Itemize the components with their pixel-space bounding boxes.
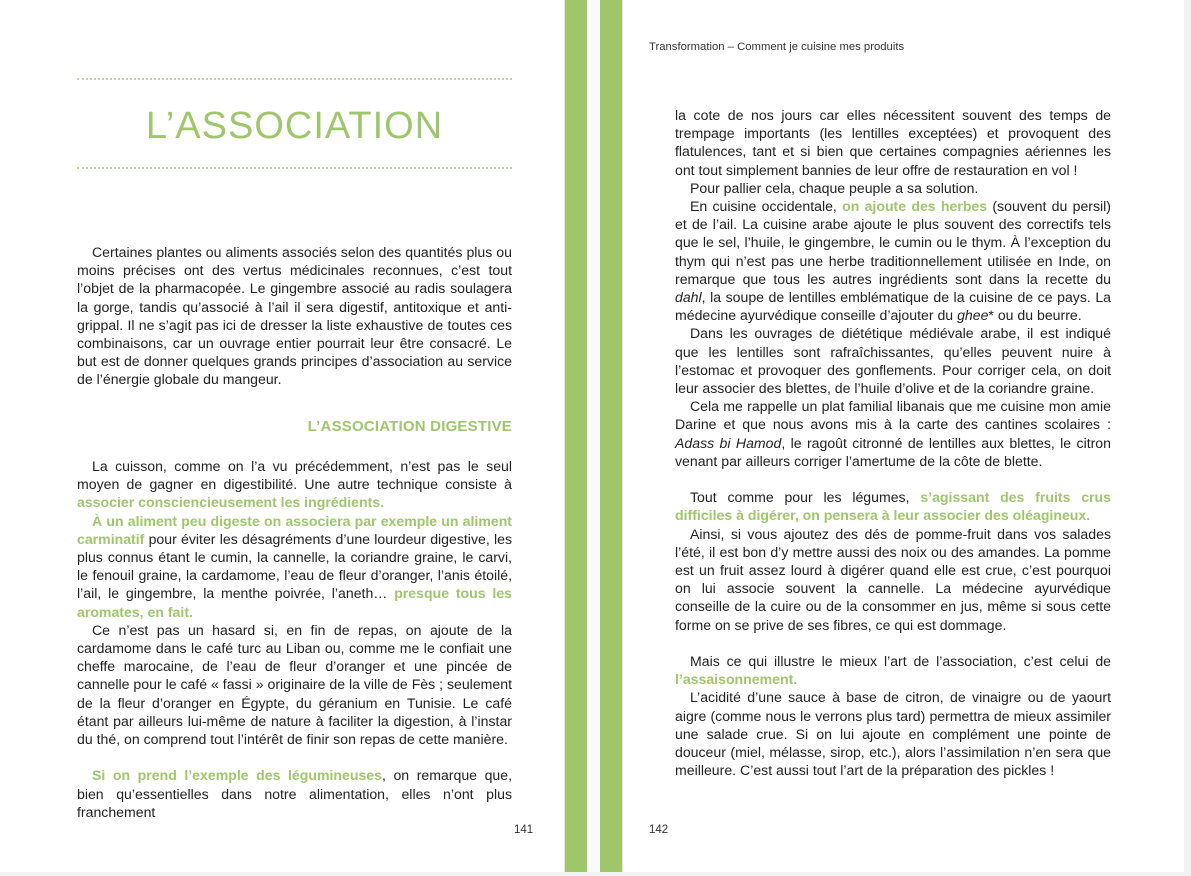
gutter-band-right	[600, 0, 622, 872]
running-head: Transformation – Comment je cuisine mes produits	[649, 41, 905, 53]
right-page	[622, 0, 1184, 872]
highlight-text: À un aliment peu digeste on associera par exemple un aliment carminatif	[77, 512, 512, 547]
text-run: Cela me rappelle un plat familial libanais que me cuisine mon amie Darine et que nous avons mis à la carte des cantines scolaires :	[675, 398, 1111, 433]
text-run: La cuisson, comme on l’a vu précédemment, n’est pas le seul moyen de gagner en digestibilité. Une autre technique consiste à	[77, 458, 512, 493]
italic-text: dahl	[675, 289, 702, 306]
intro-paragraph: Certaines plantes ou aliments associés selon des quantités plus ou moins précises ont des vertus médicinales reconnues, c’est tout l’objet de la pharmacopée. Le gingembre associé au radis soulagera la gorge, tandis qu’associé à l’ail il sera digestif, antitoxique et anti-grippal. Il ne s’agit pas ici de dresser la liste exhaustive de toutes ces combinaisons, car un ouvrage entier pourrait leur être consacré. Le but est de donner quelques grands principes d’association au service de l’énergie globale du mangeur.	[77, 244, 512, 388]
paragraph-cafe: Ce n’est pas un hasard si, en fin de repas, on ajoute de la cardamome dans le café turc au Liban ou, comme me le confiait une cheffe marocaine, de l’eau de fleur d’oranger et une pincée de cannelle pour le café « fassi » originaire de la ville de Fès ; seulement de la fleur d’oranger en Égypte, du géranium en Tunisie. Le café étant par ailleurs lui-même de nature à faciliter la digestion, à l’instar du thé, on comprend tout l’intérêt de finir son repas de cette manière.	[77, 621, 512, 748]
highlight-text: associer consciencieusement les ingrédients.	[77, 494, 385, 511]
paragraph-solution: Pour pallier cela, chaque peuple a sa solution.	[690, 179, 979, 196]
text-run: Tout comme pour les légumes,	[690, 489, 921, 506]
page-number-left: 141	[514, 824, 534, 836]
paragraph-acidite: L’acidité d’une sauce à base de citron, de vinaigre ou de yaourt aigre (comme nous le verrons plus tard) permettra de mieux assimiler une salade crue. Si on lui ajoute en complément une pointe de douceur (miel, mélasse, sirop, etc.), alors l’assimilation n’en sera que meilleure. C’est aussi tout l’art de la préparation des pickles !	[675, 689, 1111, 779]
text-run: , la soupe de lentilles emblématique de la cuisine de ce pays. La médecine ayurvédique conseille d’ajouter du	[675, 289, 1111, 324]
title-bottom-dotted-rule	[77, 167, 512, 169]
paragraph-continuation: la cote de nos jours car elles nécessitent souvent des temps de trempage importants (les lentilles exceptées) et provoquent des flatulences, tant et si bien que certaines compagnies aériennes les ont tout simplement bannies de leur offre de restauration en vol !	[675, 107, 1111, 178]
paragraph-fruits-crus	[675, 488, 1111, 524]
highlight-text: on ajoute des herbes	[842, 198, 988, 215]
intro-text	[77, 243, 512, 389]
paragraph-pomme: Ainsi, si vous ajoutez des dés de pomme-fruit dans vos salades l’été, il est bon d’y mettre aussi des noix ou des amandes. La pomme est un fruit assez lourd à digérer quand elle est crue, c’est pourquoi on lui associe souvent la cannelle. La médecine ayurvédique conseille de la cuire ou de la consommer en jus, même si sous cette forme on se prive de ses fibres, ce qui est dommage.	[675, 525, 1111, 633]
page-number-right: 142	[649, 824, 669, 836]
gutter-band-left	[565, 0, 587, 872]
paragraph-carminatif	[77, 512, 512, 621]
highlight-text: presque tous les aromates, en fait.	[77, 585, 512, 620]
text-run: En cuisine occidentale,	[690, 198, 843, 215]
paragraph-plat-libanais	[675, 397, 1111, 470]
highlight-text: l’assaisonnement.	[675, 671, 798, 688]
highlight-text: Si on prend l’exemple des légumineuses	[92, 767, 382, 784]
text-run: Mais ce qui illustre le mieux l’art de l’association, c’est celui de	[690, 653, 1111, 670]
text-run: (souvent du persil) et de l’ail. La cuisine arabe ajoute le plus souvent des correctifs tels que le sel, l’huile, le gingembre, le cumin ou le thym. À l’exception du thym qui n’est pas une herbe traditionnellement utilisée en Inde, on remarque que tous les autres ingrédients sont dans la recette du	[675, 198, 1111, 287]
text-run: , on remarque que, bien qu’essentielles dans notre alimentation, elles n’ont plus franchement	[77, 767, 512, 820]
title-top-dotted-rule	[77, 78, 512, 80]
paragraph-cuisson	[77, 457, 512, 512]
paragraph-legumineuses	[77, 766, 512, 821]
highlight-text: s’agissant des fruits crus difficiles à digérer, on pensera à leur associer des oléagineux.	[675, 489, 1111, 524]
italic-text: Adass bi Hamod	[675, 434, 782, 451]
gutter-fold	[587, 0, 600, 872]
text-run: , le ragoût citronné de lentilles aux blettes, le citron venant par ailleurs corriger l’amertume de la côte de blette.	[675, 434, 1111, 469]
paragraph-dietetique: Dans les ouvrages de diététique médiévale arabe, il est indiqué que les lentilles sont rafraîchissantes, qu’elles peuvent nuire à l’estomac et provoquer des gonflements. Pour corriger cela, on doit leur associer des blettes, de l’huile d’olive et de la coriandre graine.	[675, 325, 1111, 397]
section-heading: L’ASSOCIATION DIGESTIVE	[307, 418, 512, 435]
right-body	[675, 106, 1111, 779]
left-page	[0, 0, 565, 872]
italic-text: ghee	[957, 307, 989, 324]
paragraph-cuisine-occidentale	[675, 197, 1111, 324]
text-run: * ou du beurre.	[988, 307, 1082, 324]
chapter-title: L’ASSOCIATION	[145, 105, 444, 147]
text-run: pour éviter les désagréments d’une lourdeur digestive, les plus connus étant le cumin, la cannelle, la coriandre graine, le carvi, le fenouil graine, la cardamome, l’eau de fleur d’oranger, l’anis étoilé, l’ail, le gingembre, la menthe poivrée, l’aneth…	[77, 530, 512, 602]
section-body	[77, 457, 512, 821]
paragraph-assaisonnement	[675, 652, 1111, 688]
